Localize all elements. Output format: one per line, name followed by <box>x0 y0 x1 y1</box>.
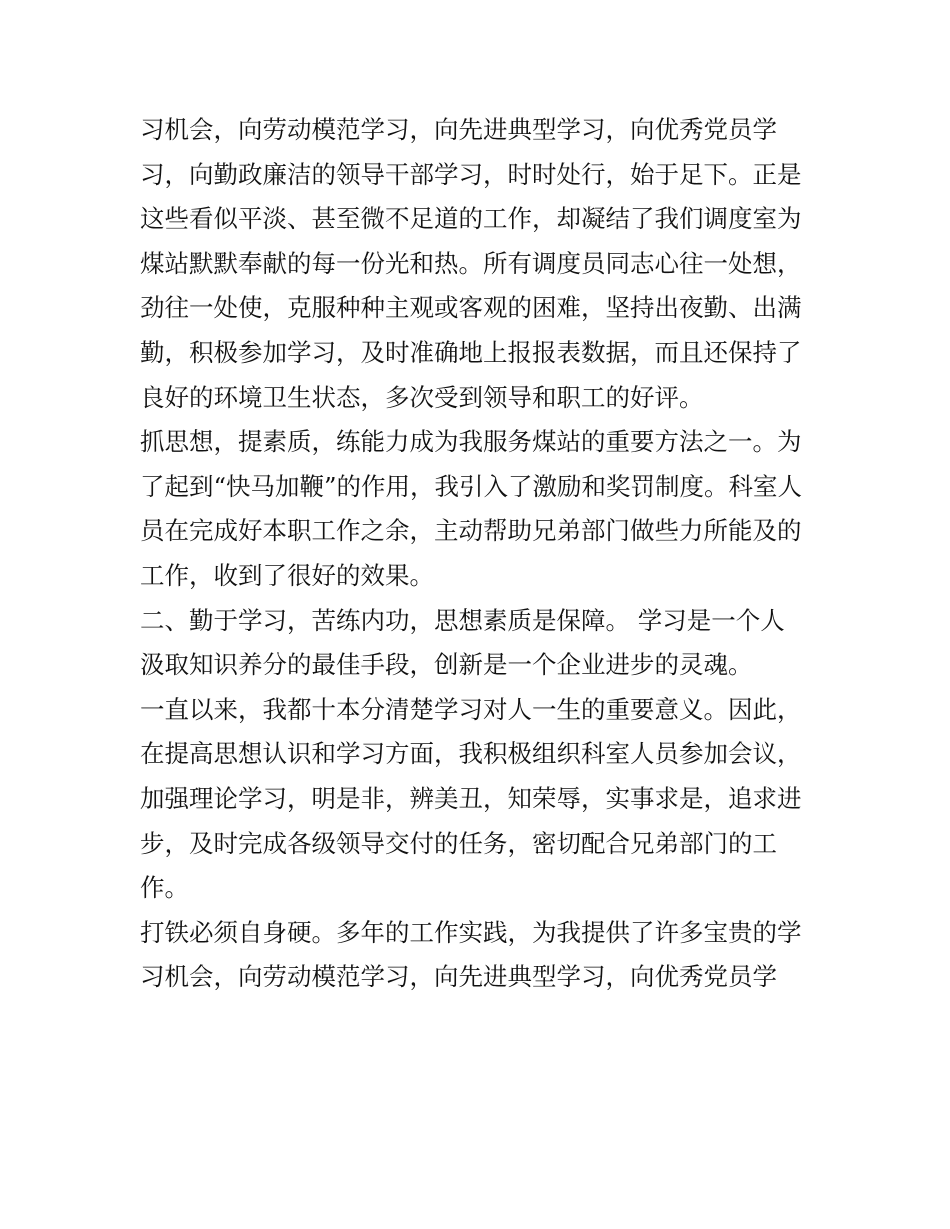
text-line: 打铁必须自身硬。多年的工作实践，为我提供了许多宝贵的学 <box>140 917 802 947</box>
document-body <box>140 108 820 1000</box>
text-line: 作。 <box>140 873 189 903</box>
text-line: 工作，收到了很好的效果。 <box>140 560 434 590</box>
text-line: 劲往一处使，克服种种主观或客观的困难，坚持出夜勤、出满 <box>140 293 802 323</box>
text-line: 在提高思想认识和学习方面，我积极组织科室人员参加会议， <box>140 739 802 769</box>
text-line: 习，向勤政廉洁的领导干部学习，时时处行，始于足下。正是 <box>140 159 802 189</box>
text-line: 加强理论学习，明是非，辨美丑，知荣辱，实事求是，追求进 <box>140 783 802 813</box>
text-line: 良好的环境卫生状态，多次受到领导和职工的好评。 <box>140 382 704 412</box>
text-line: 习机会，向劳动模范学习，向先进典型学习，向优秀党员学 <box>140 962 777 992</box>
text-line: 汲取知识养分的最佳手段，创新是一个企业进步的灵魂。 <box>140 650 753 680</box>
text-line: 一直以来，我都十本分清楚学习对人一生的重要意义。因此， <box>140 694 802 724</box>
text-line: 了起到“快马加鞭”的作用，我引入了激励和奖罚制度。科室人 <box>140 471 803 501</box>
text-line: 二、勤于学习，苦练内功，思想素质是保障。 学习是一个人 <box>140 605 785 635</box>
text-line: 员在完成好本职工作之余，主动帮助兄弟部门做些力所能及的 <box>140 516 802 546</box>
text-line: 抓思想，提素质，练能力成为我服务煤站的重要方法之一。为 <box>140 427 802 457</box>
text-line: 勤，积极参加学习，及时准确地上报报表数据，而且还保持了 <box>140 337 802 367</box>
text-line: 这些看似平淡、甚至微不足道的工作，却凝结了我们调度室为 <box>140 204 802 234</box>
text-line: 习机会，向劳动模范学习，向先进典型学习，向优秀党员学 <box>140 115 777 144</box>
text-line: 煤站默默奉献的每一份光和热。所有调度员同志心往一处想， <box>140 248 802 278</box>
text-line: 步，及时完成各级领导交付的任务，密切配合兄弟部门的工 <box>140 828 777 858</box>
